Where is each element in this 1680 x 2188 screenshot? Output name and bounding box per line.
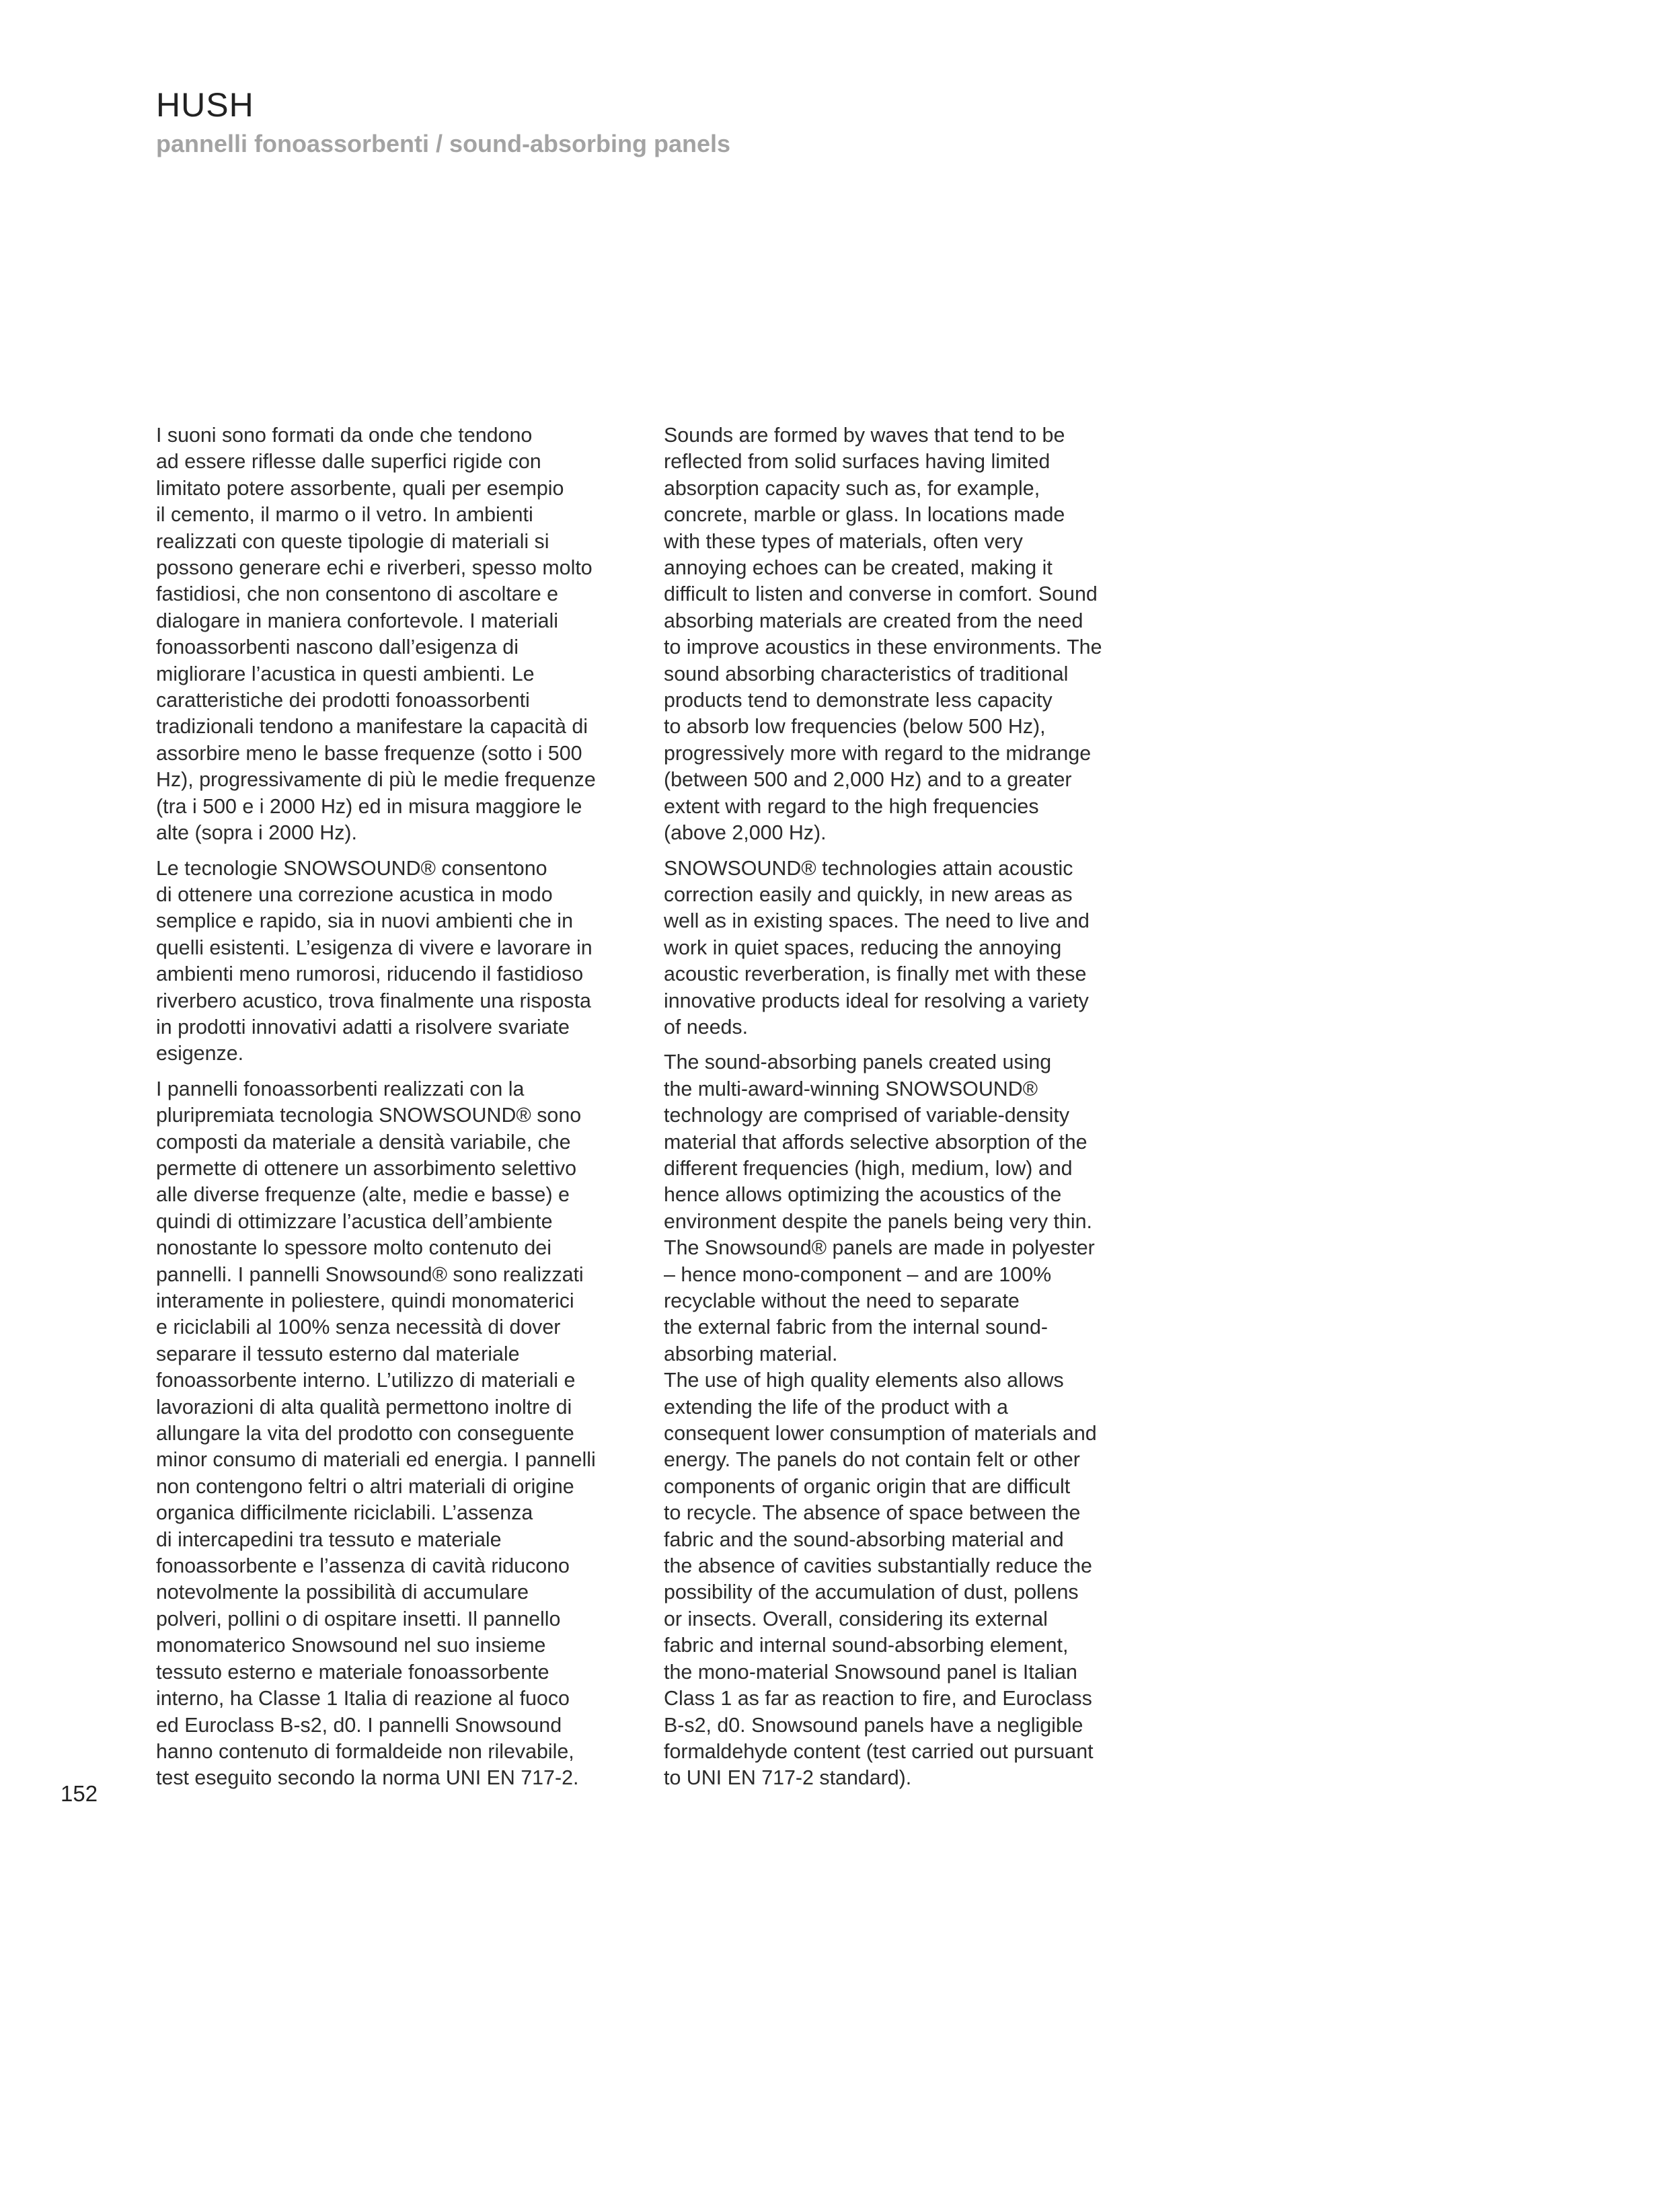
text-line: technology are comprised of variable-density (664, 1104, 1070, 1127)
page-number: 152 (61, 1781, 98, 1806)
text-line: energy. The panels do not contain felt or other (664, 1448, 1080, 1472)
text-line: fabric and internal sound-absorbing element, (664, 1634, 1069, 1657)
text-line: B-s2, d0. Snowsound panels have a negligible (664, 1713, 1083, 1737)
text-line: caratteristiche dei prodotti fonoassorbenti (156, 689, 530, 712)
text-line: absorption capacity such as, for example, (664, 476, 1040, 500)
text-line: SNOWSOUND® technologies attain acoustic (664, 856, 1073, 880)
text-paragraph (664, 422, 1148, 847)
english-text-column (664, 422, 1148, 1801)
text-line: (above 2,000 Hz). (664, 821, 827, 845)
text-line: fonoassorbente interno. L’utilizzo di materiali e (156, 1369, 576, 1392)
text-line: limitato potere assorbente, quali per esempio (156, 476, 564, 500)
text-line: extent with regard to the high frequencies (664, 794, 1039, 818)
text-line: tessuto esterno e materiale fonoassorbente (156, 1660, 549, 1684)
text-line: extending the life of the product with a (664, 1395, 1008, 1419)
text-line: riverbero acustico, trova finalmente una risposta (156, 989, 591, 1012)
text-line: Le tecnologie SNOWSOUND® consentono (156, 856, 547, 880)
text-line: different frequencies (high, medium, low) and (664, 1156, 1073, 1180)
text-line: monomaterico Snowsound nel suo insieme (156, 1634, 546, 1657)
text-line: absorbing material. (664, 1342, 838, 1365)
text-line: esigenze. (156, 1042, 244, 1065)
text-paragraph (156, 1076, 634, 1792)
text-line: well as in existing spaces. The need to live and (664, 909, 1090, 933)
text-line: possono generare echi e riverberi, spesso molto (156, 556, 593, 580)
text-line: (tra i 500 e i 2000 Hz) ed in misura maggiore le (156, 794, 582, 818)
text-paragraph (664, 1367, 1148, 1792)
text-line: work in quiet spaces, reducing the annoying (664, 936, 1062, 959)
text-line: or insects. Overall, considering its external (664, 1607, 1048, 1630)
text-line: permette di ottenere un assorbimento selettivo (156, 1156, 577, 1180)
text-line: sound absorbing characteristics of traditional (664, 662, 1069, 685)
text-line: fonoassorbenti nascono dall’esigenza di (156, 636, 519, 659)
text-line: organica difficilmente riciclabili. L’assenza (156, 1501, 533, 1525)
text-line: tradizionali tendono a manifestare la capacità di (156, 715, 588, 739)
text-line: acoustic reverberation, is finally met with these (664, 963, 1087, 986)
text-line: Hz), progressivamente di più le medie frequenze (156, 768, 596, 792)
text-line: difficult to listen and converse in comfort. Sound (664, 582, 1098, 606)
text-line: e riciclabili al 100% senza necessità di dover (156, 1316, 561, 1339)
text-line: alle diverse frequenze (alte, medie e basse) e (156, 1183, 570, 1207)
text-line: minor consumo di materiali ed energia. I pannelli (156, 1448, 596, 1472)
text-line: fabric and the sound-absorbing material and (664, 1527, 1064, 1551)
text-line: interno, ha Classe 1 Italia di reazione al fuoco (156, 1687, 570, 1710)
text-line: The Snowsound® panels are made in polyester (664, 1236, 1095, 1260)
text-line: ambienti meno rumorosi, riducendo il fastidioso (156, 963, 584, 986)
text-line: quelli esistenti. L’esigenza di vivere e lavorare in (156, 936, 593, 959)
text-line: to recycle. The absence of space between the (664, 1501, 1081, 1525)
text-line: material that affords selective absorption of the (664, 1130, 1087, 1154)
text-line: the mono-material Snowsound panel is Italian (664, 1660, 1077, 1684)
text-line: innovative products ideal for resolving a variety (664, 989, 1089, 1012)
text-line: Sounds are formed by waves that tend to be (664, 424, 1065, 447)
text-line: polveri, pollini o di ospitare insetti. Il pannello (156, 1607, 561, 1630)
text-line: concrete, marble or glass. In locations made (664, 503, 1065, 527)
text-line: assorbire meno le basse frequenze (sotto i 500 (156, 741, 582, 765)
page-subtitle: pannelli fonoassorbenti / sound-absorbing panels (156, 130, 731, 157)
text-line: products tend to demonstrate less capacity (664, 689, 1053, 712)
text-line: realizzati con queste tipologie di materiali si (156, 529, 549, 553)
text-line: (between 500 and 2,000 Hz) and to a greater (664, 768, 1072, 792)
text-line: hanno contenuto di formaldeide non rilevabile, (156, 1739, 574, 1763)
text-line: lavorazioni di alta qualità permettono inoltre di (156, 1395, 572, 1419)
text-paragraph (156, 856, 634, 1067)
text-line: of needs. (664, 1015, 749, 1039)
text-line: consequent lower consumption of materials and (664, 1422, 1097, 1445)
text-line: quindi di ottimizzare l’acustica dell’ambiente (156, 1209, 553, 1233)
text-line: to improve acoustics in these environments. The (664, 636, 1102, 659)
text-line: hence allows optimizing the acoustics of the (664, 1183, 1062, 1207)
text-line: reflected from solid surfaces having limited (664, 450, 1051, 474)
text-line: interamente in poliestere, quindi monomaterici (156, 1289, 574, 1312)
text-line: to UNI EN 717-2 standard). (664, 1766, 912, 1790)
text-line: pluripremiata tecnologia SNOWSOUND® sono (156, 1104, 582, 1127)
text-line: in prodotti innovativi adatti a risolvere svariate (156, 1015, 570, 1039)
page-title: HUSH (156, 86, 254, 124)
text-line: – hence mono-component – and are 100% (664, 1262, 1052, 1286)
text-line: il cemento, il marmo o il vetro. In ambienti (156, 503, 533, 527)
text-line: the absence of cavities substantially reduce the (664, 1554, 1092, 1578)
text-line: to absorb low frequencies (below 500 Hz), (664, 715, 1046, 739)
text-line: di intercapedini tra tessuto e materiale (156, 1527, 502, 1551)
text-line: ad essere riflesse dalle superfici rigide con (156, 450, 541, 474)
text-line: Class 1 as far as reaction to fire, and Euroclass (664, 1687, 1092, 1710)
text-line: I pannelli fonoassorbenti realizzati con la (156, 1077, 525, 1100)
text-line: allungare la vita del prodotto con conseguente (156, 1422, 574, 1445)
text-paragraph (664, 1049, 1148, 1367)
text-line: correction easily and quickly, in new areas as (664, 882, 1073, 906)
text-line: di ottenere una correzione acustica in modo (156, 882, 553, 906)
text-line: migliorare l’acustica in questi ambienti. Le (156, 662, 535, 685)
text-line: recyclable without the need to separate (664, 1289, 1020, 1312)
text-line: absorbing materials are created from the need (664, 609, 1083, 632)
text-line: formaldehyde content (test carried out pursuant (664, 1739, 1094, 1763)
text-paragraph (664, 856, 1148, 1041)
text-line: the external fabric from the internal sound- (664, 1316, 1048, 1339)
text-line: progressively more with regard to the midrange (664, 741, 1092, 765)
text-line: test eseguito secondo la norma UNI EN 717-2. (156, 1766, 579, 1790)
text-line: with these types of materials, often very (664, 529, 1023, 553)
text-line: The sound-absorbing panels created using (664, 1051, 1052, 1074)
text-line: semplice e rapido, sia in nuovi ambienti che in (156, 909, 573, 933)
text-line: pannelli. I pannelli Snowsound® sono realizzati (156, 1262, 584, 1286)
text-line: composti da materiale a densità variabile, che (156, 1130, 571, 1154)
text-line: ed Euroclass B-s2, d0. I pannelli Snowsound (156, 1713, 562, 1737)
text-line: annoying echoes can be created, making it (664, 556, 1053, 580)
text-line: I suoni sono formati da onde che tendono (156, 424, 533, 447)
text-line: notevolmente la possibilità di accumulare (156, 1581, 529, 1604)
text-line: nonostante lo spessore molto contenuto dei (156, 1236, 551, 1260)
text-line: the multi-award-winning SNOWSOUND® (664, 1077, 1038, 1100)
text-line: non contengono feltri o altri materiali di origine (156, 1474, 574, 1498)
text-line: separare il tessuto esterno dal materiale (156, 1342, 520, 1365)
text-paragraph (156, 422, 634, 847)
text-line: dialogare in maniera confortevole. I materiali (156, 609, 558, 632)
text-line: fastidiosi, che non consentono di ascoltare e (156, 582, 559, 606)
text-line: The use of high quality elements also allows (664, 1369, 1064, 1392)
text-line: possibility of the accumulation of dust, pollens (664, 1581, 1079, 1604)
text-line: environment despite the panels being very thin. (664, 1209, 1092, 1233)
text-line: components of organic origin that are difficult (664, 1474, 1071, 1498)
text-line: alte (sopra i 2000 Hz). (156, 821, 357, 845)
text-line: fonoassorbente e l’assenza di cavità riducono (156, 1554, 570, 1578)
italian-text-column (156, 422, 634, 1801)
